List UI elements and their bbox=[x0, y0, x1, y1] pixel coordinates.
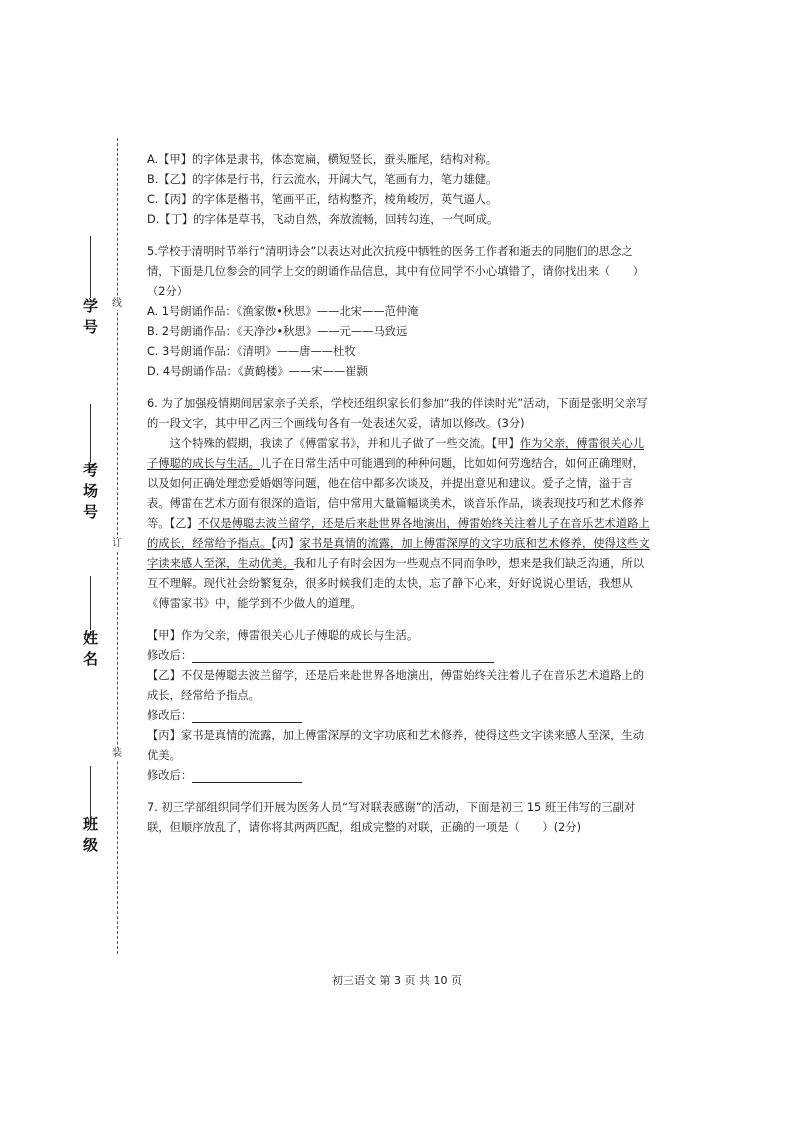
passage-part-3: 我和儿子有时会因为一些观点不同而争吵，想来是我们缺乏沟通，所以互不理解。现代社会纷繁复杂，很多时候我们走的太快，忘了静下心来，好好说说心里话，我想从《傅雷家书》中，能学到不少做人的道理。 bbox=[147, 557, 645, 610]
revise-blank-yi[interactable] bbox=[192, 710, 302, 723]
exam-room-label: 考场号 bbox=[81, 462, 99, 525]
revise-label-jia: 修改后： bbox=[147, 649, 193, 662]
q5-stem: 5.学校于清明时节举行“清明诗会”以表达对此次抗疫中牺牲的医务工作者和逝去的同胞们的思念之情，下面是几位参会的同学上交的朗诵作品信息，其中有位同学不小心填错了，请你找出来（ ）（2分） bbox=[147, 245, 645, 298]
page-footer: 初三语文 第 3 页 共 10 页 bbox=[332, 974, 462, 987]
q6-bing-original: 【丙】家书是真情的流露，加上傅雷深厚的文字功底和艺术修养，使得这些文字读来感人至深，生动优美。 bbox=[147, 729, 645, 762]
sentence-bing: 家书是真情的流露，加上傅雷深厚的文字功底和艺术修养，使得这些文字读来感人至深，生动优美。 bbox=[147, 537, 650, 570]
q4-option-d: D.【丁】的字体是草书，飞动自然，奔放流畅，回转勾连，一气呵成。 bbox=[147, 213, 499, 226]
q5-option-c: C. 3号朗诵作品：《清明》——唐——杜牧 bbox=[147, 345, 356, 358]
sentence-yi: 不仅是傅聪去波兰留学，还是后来赴世界各地演出，傅雷始终关注着儿子在音乐艺术道路上的成长，经常给予指点。 bbox=[147, 517, 650, 550]
exam-content bbox=[147, 150, 652, 838]
field-class bbox=[78, 762, 102, 858]
q4-option-b: B.【乙】的字体是行书，行云流水，开阔大气，笔画有力，笔力雄健。 bbox=[147, 173, 498, 186]
student-id-line bbox=[90, 236, 91, 298]
field-name bbox=[78, 572, 102, 672]
revise-label-yi: 修改后： bbox=[147, 709, 193, 722]
revise-blank-jia[interactable] bbox=[192, 650, 494, 663]
q4-option-c: C.【丙】的字体是楷书，笔画平正，结构整齐，棱角峻厉，英气逼人。 bbox=[147, 193, 498, 206]
q5-option-a: A. 1号朗诵作品：《渔家傲•秋思》——北宋——范仲淹 bbox=[147, 305, 419, 318]
q6-stem: 6. 为了加强疫情期间居家亲子关系，学校还组织家长们参加“我的伴读时光”活动，下面是张明父亲写的一段文字，其中甲乙丙三个画线句各有一处表述欠妥，请加以修改。(3分) bbox=[147, 397, 648, 430]
marker-yi: 【乙】 bbox=[169, 517, 198, 530]
binding-char-xian: 线 bbox=[112, 298, 122, 309]
class-label: 班级 bbox=[81, 816, 99, 858]
revise-label-bing: 修改后： bbox=[147, 769, 193, 782]
q4-option-a: A.【甲】的字体是隶书，体态宽扁，横短竖长，蚕头雁尾，结构对称。 bbox=[147, 153, 498, 166]
field-student-id bbox=[78, 232, 102, 340]
binding-margin bbox=[0, 0, 130, 1123]
q6-jia-revise-row bbox=[147, 646, 652, 666]
field-exam-room bbox=[78, 400, 102, 525]
passage-part-1: 这个特殊的假期，我读了《傅雷家书》，并和儿子做了一些交流。 bbox=[169, 437, 492, 450]
q5-option-b: B. 2号朗诵作品：《天净沙•秋思》——元——马致远 bbox=[147, 325, 408, 338]
name-label: 姓名 bbox=[81, 630, 99, 672]
binding-char-ding: 订 bbox=[112, 538, 122, 549]
q6-passage bbox=[147, 434, 652, 614]
student-id-label: 学号 bbox=[81, 298, 99, 340]
passage-part-2: 儿子在日常生活中可能遇到的种种问题，比如如何劳逸结合，如何正确理财，以及如何正确处理恋爱婚姻等问题，他在信中都多次谈及，并提出意见和建议。爱子之情，溢于言表。傅雷在艺术方面有很深的造诣，信中常用大量篇幅谈美术，谈音乐作品，谈表现技巧和艺术修养等。 bbox=[147, 457, 645, 530]
sentence-jia: 作为父亲，傅雷很关心儿子傅聪的成长与生活。 bbox=[147, 437, 645, 470]
class-line bbox=[90, 766, 91, 816]
q7-stem: 7. 初三学部组织同学们开展为医务人员“写对联表感谢”的活动，下面是初三 15 班王伟写的三副对联，但顺序放乱了，请你将其两两匹配，组成完整的对联，正确的一项是（ ）(2分) bbox=[147, 801, 636, 834]
q6-yi-original: 【乙】不仅是傅聪去波兰留学，还是后来赴世界各地演出，傅雷始终关注着儿子在音乐艺术道路上的成长，经常给予指点。 bbox=[147, 669, 645, 702]
revise-blank-bing[interactable] bbox=[192, 770, 302, 783]
marker-jia: 【甲】 bbox=[491, 437, 520, 450]
marker-bing: 【丙】 bbox=[271, 537, 300, 550]
binding-char-zhuang: 装 bbox=[112, 748, 122, 759]
q6-jia-original: 【甲】作为父亲，傅雷很关心儿子傅聪的成长与生活。 bbox=[147, 629, 419, 642]
q5-option-d: D. 4号朗诵作品：《黄鹤楼》——宋——崔颢 bbox=[147, 365, 368, 378]
q6-bing-revise-row bbox=[147, 766, 652, 786]
q6-yi-revise-row bbox=[147, 706, 652, 726]
exam-room-line bbox=[90, 404, 91, 462]
name-line bbox=[90, 576, 91, 630]
